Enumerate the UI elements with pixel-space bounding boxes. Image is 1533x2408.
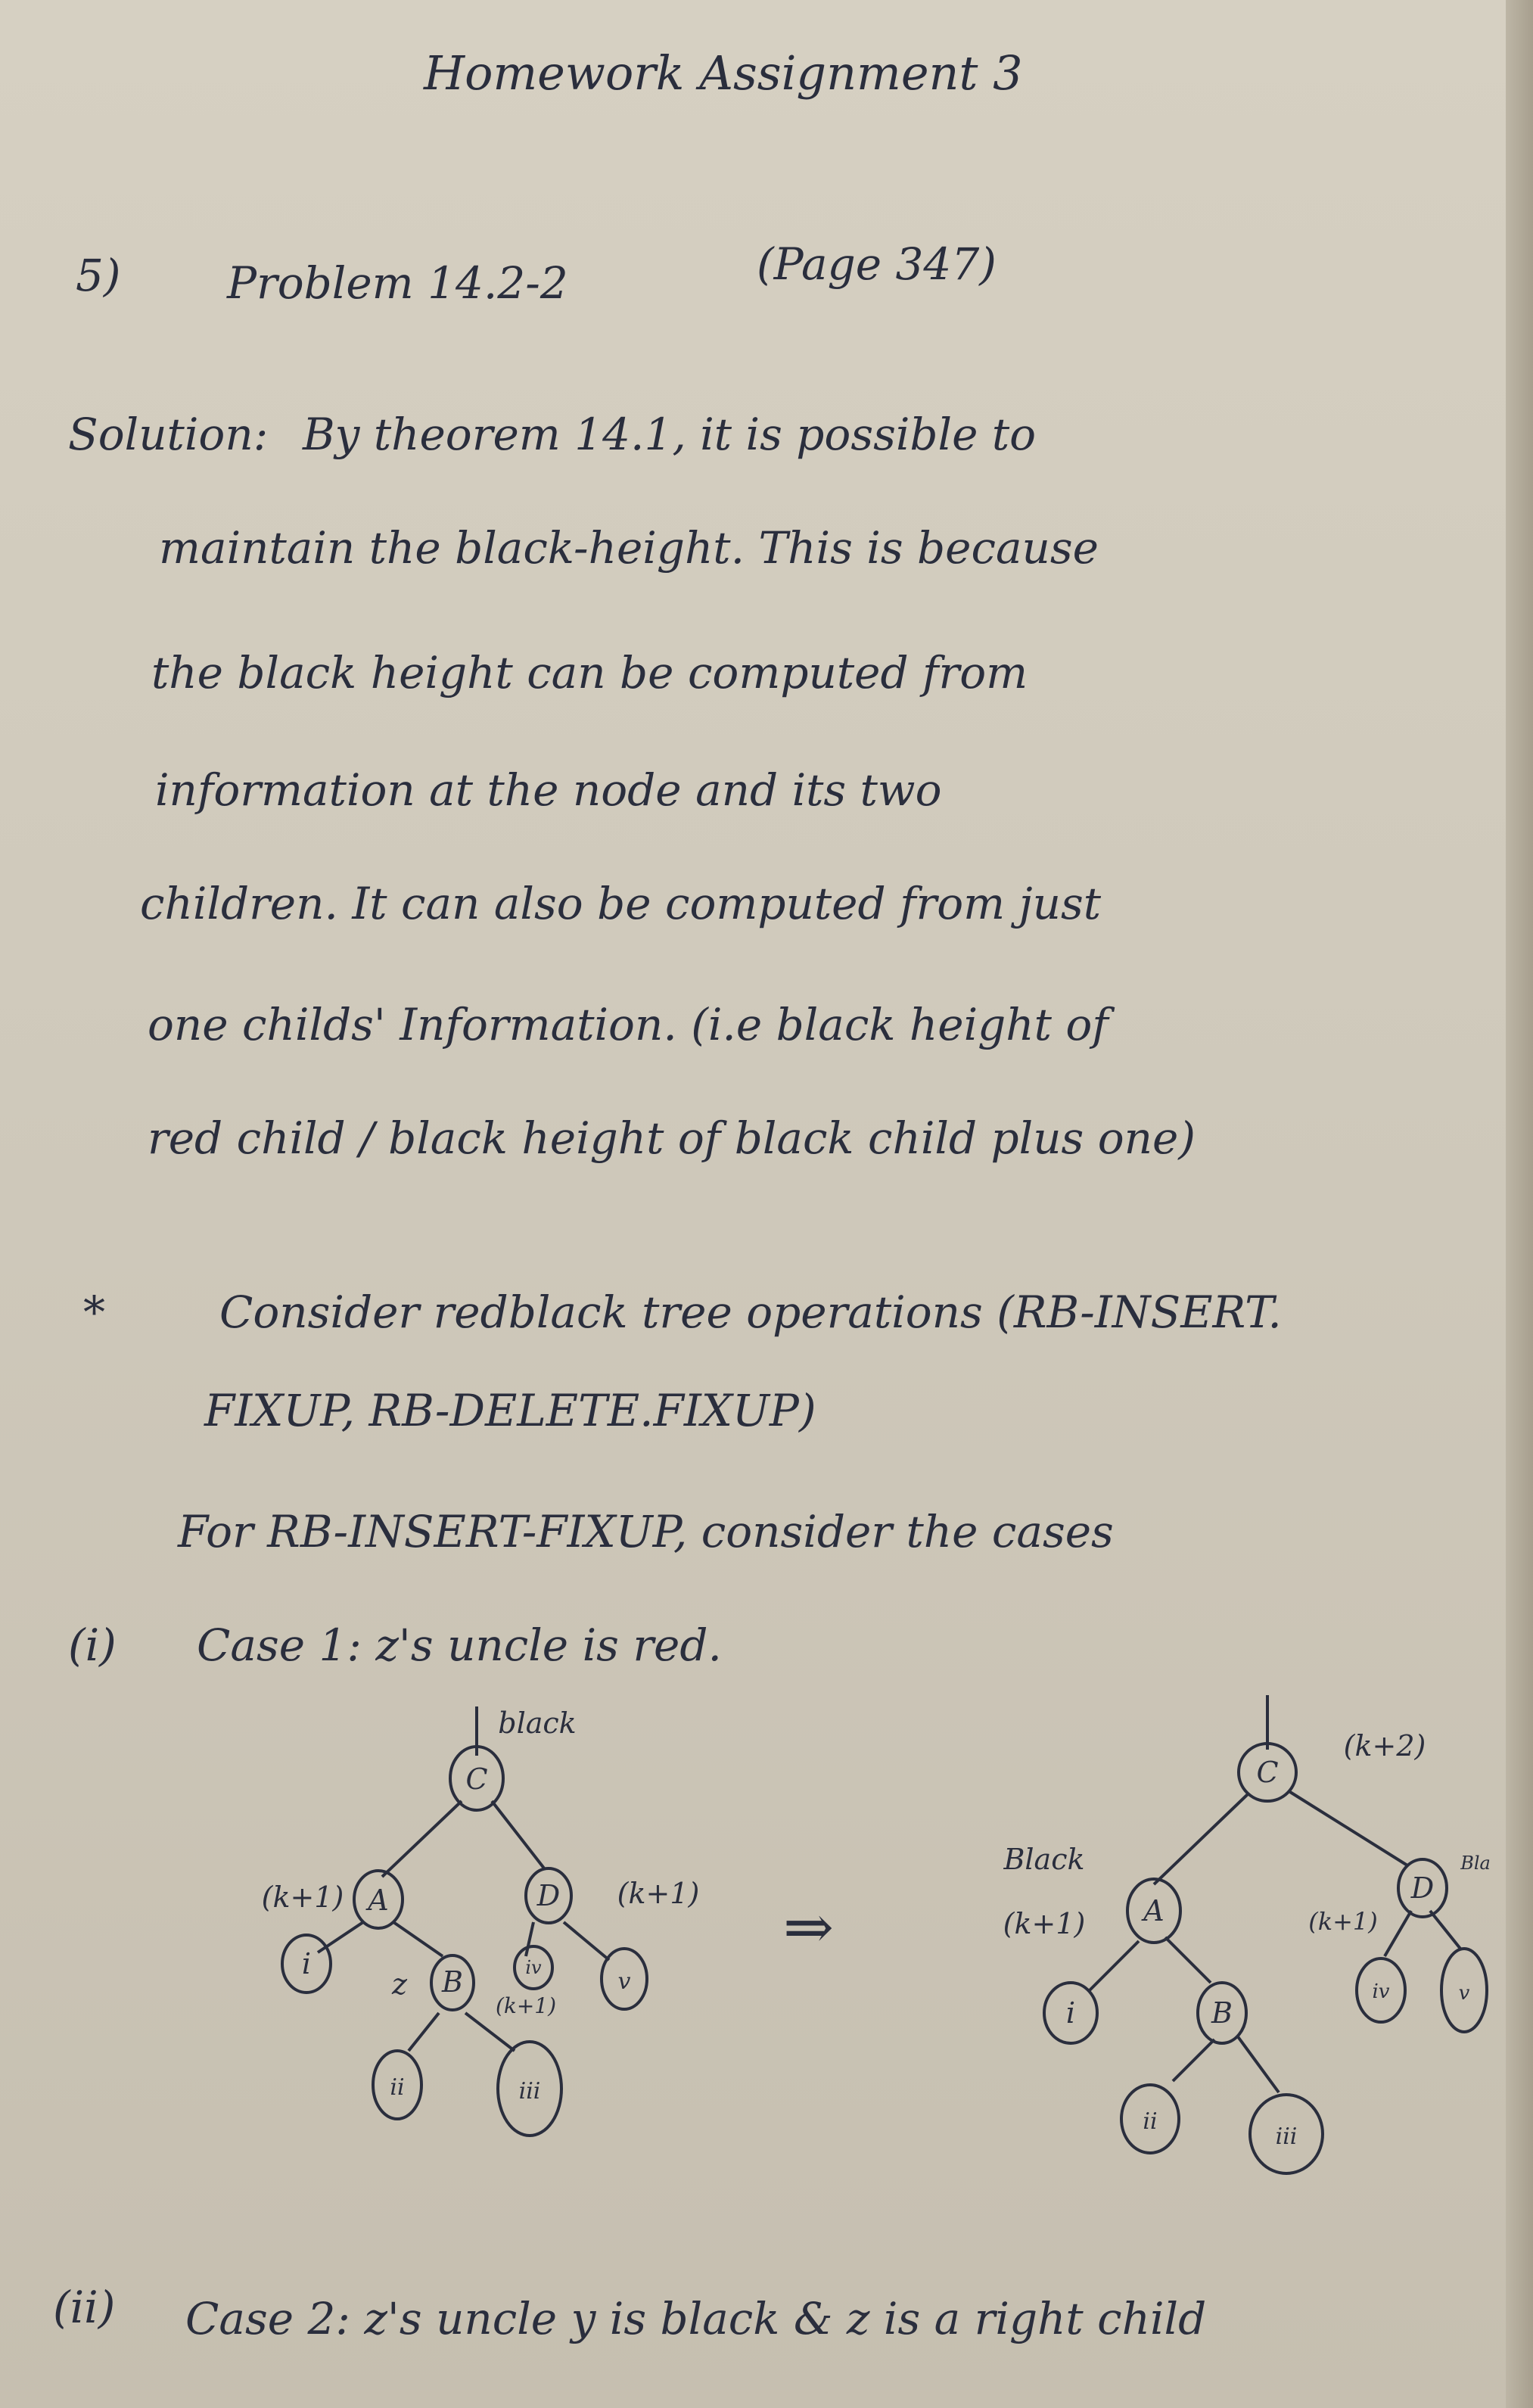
node-d-label: D — [536, 1879, 561, 1912]
problem-label: Problem 14.2-2 — [227, 257, 568, 309]
node-a-note: (k+1) — [1003, 1907, 1086, 1940]
node-a-label: A — [1143, 1894, 1165, 1927]
leaf-label: i — [1065, 1996, 1076, 2030]
consider-line: FIXUP, RB-DELETE.FIXUP) — [204, 1385, 816, 1436]
leaf-label: ii — [390, 2074, 405, 2101]
case2-number: (ii) — [53, 2282, 116, 2333]
problem-page: (Page 347) — [757, 238, 997, 290]
node-d-label: D — [1410, 1871, 1435, 1905]
leaf-label: iv — [525, 1957, 542, 1978]
solution-line: the black height can be computed from — [151, 647, 1028, 698]
node-c-label: C — [465, 1762, 488, 1796]
leaf-label: v — [1458, 1982, 1470, 2005]
z-label: z — [391, 1968, 408, 2001]
page-title: Homework Assignment 3 — [424, 45, 1023, 101]
node-a-note: (k+1) — [261, 1881, 344, 1914]
solution-line: one childs' Information. (i.e black height of — [148, 999, 1109, 1050]
transform-arrow: ⇒ — [783, 1892, 835, 1962]
leaf-label: v — [617, 1968, 631, 1995]
leaf-label: ii — [1143, 2108, 1158, 2135]
leaf-label: iii — [518, 2078, 541, 2105]
root-note: (k+2) — [1343, 1729, 1426, 1762]
leaf-label: iv — [1372, 1980, 1390, 2003]
node-d-note-side: Bla — [1460, 1853, 1491, 1874]
leaf-label: i — [301, 1947, 312, 1980]
solution-line: information at the node and its two — [155, 764, 942, 816]
case1-number: (i) — [68, 1619, 117, 1671]
solution-line: children. It can also be computed from just — [140, 878, 1102, 929]
solution-line: By theorem 14.1, it is possible to — [303, 409, 1037, 460]
consider-line: Consider redblack tree operations (RB-INSERT. — [219, 1286, 1282, 1338]
leaf-label: iii — [1275, 2123, 1298, 2150]
case1-text: Case 1: z's uncle is red. — [197, 1619, 722, 1671]
node-b-note: (k+1) — [495, 1993, 557, 2018]
bullet-star: * — [83, 1286, 105, 1338]
node-c-label: C — [1256, 1756, 1279, 1789]
solution-label: Solution: — [68, 409, 269, 460]
root-note: black — [498, 1706, 577, 1740]
for-line: For RB-INSERT-FIXUP, consider the cases — [178, 1506, 1114, 1557]
node-d-note: (k+1) — [1308, 1907, 1378, 1936]
node-a-label: A — [368, 1884, 389, 1917]
node-d-note: (k+1) — [617, 1877, 700, 1910]
problem-number: 5) — [76, 250, 121, 301]
solution-line: red child / black height of black child plus one) — [148, 1112, 1196, 1164]
tree-left-diagram — [227, 1695, 984, 2210]
node-a-note-top: Black — [1003, 1843, 1085, 1876]
page-edge — [1506, 0, 1533, 2408]
solution-line: maintain the black-height. This is because — [159, 522, 1099, 574]
tree-right-diagram — [946, 1680, 1498, 2195]
node-b-label: B — [1211, 1996, 1233, 2030]
node-b-label: B — [442, 1965, 463, 1999]
case2-text: Case 2: z's uncle y is black & z is a right child — [185, 2293, 1207, 2344]
